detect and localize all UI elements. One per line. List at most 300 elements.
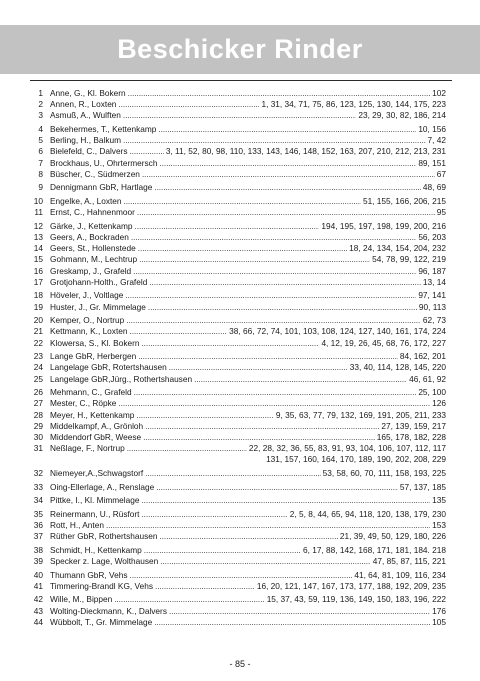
entry-content [50,531,446,542]
dot-leader [123,110,356,121]
entry-line [50,387,446,398]
entry-number: 20 [33,315,43,326]
entry-content [50,495,446,506]
exhibitor-name: Specker z. Lage, Wolthausen [50,556,159,566]
entry-content [50,606,446,617]
dot-leader [169,362,348,373]
list-item [30,196,446,207]
entry-number: 37 [33,531,43,542]
entry-content [50,387,446,398]
dot-leader [143,432,375,443]
entry-content [50,196,446,207]
entry-content [50,266,446,277]
exhibitor-name: Geers, A., Bockraden [50,232,129,242]
dot-leader [118,398,430,409]
list-item [30,509,446,520]
entry-line [50,606,446,617]
catalog-numbers: 13, 14 [422,276,446,287]
exhibitor-name: Thumann GbR, Vehs [50,569,128,580]
entry-content [50,243,446,254]
dot-leader [129,146,163,157]
dot-leader [149,277,421,288]
exhibitor-name: Reinermann, U., Rüsfort [50,508,140,519]
entry-line [50,495,446,506]
dot-leader [155,581,255,592]
entry-content [50,99,446,110]
entry-number: 33 [33,481,43,492]
entry-number: 17 [33,276,43,287]
list-item [30,135,446,146]
exhibitor-name: Wolting-Dieckmann, K., Dalvers [50,605,167,616]
catalog-numbers: 84, 162, 201 [399,351,446,362]
entry-line [50,594,446,605]
catalog-numbers: 15, 37, 43, 59, 119, 136, 149, 150, 183, 196, 222 [266,594,446,605]
catalog-numbers: 90, 113 [418,301,446,312]
entry-number: 4 [38,124,43,134]
list-item [30,594,446,605]
entry-content [50,110,446,121]
entry-line [50,290,446,301]
list-item [30,169,446,180]
exhibitor-name: Wübbolt, T., Gr. Mimmelage [50,616,153,627]
entry-content [50,545,446,556]
entry-line [50,531,446,542]
catalog-numbers: 48, 69 [422,182,446,193]
list-item [30,421,446,432]
exhibitor-name: Kettmann, K., Loxten [50,326,128,337]
catalog-numbers: 10, 156 [418,124,446,134]
entry-line [50,254,446,265]
dot-leader [159,531,337,542]
list-item [30,232,446,243]
exhibitor-name: Greskamp, J., Grafeld [50,265,132,276]
entry-number: 42 [33,594,43,605]
list-item [30,482,446,493]
entry-line [50,570,446,581]
exhibitor-name: Grotjohann-Holth., Grafeld [50,276,148,287]
exhibitor-name: Asmuß, A., Wulften [50,110,121,121]
entry-content [50,581,446,592]
exhibitor-name: Gärke, J., Kettenkamp [50,220,133,231]
list-item [30,158,446,169]
entry-content [50,421,446,432]
exhibitor-name: Anne, G., Kl. Bokern [50,88,126,98]
dot-leader [139,254,370,265]
list-item [30,351,446,362]
dot-leader [145,421,379,432]
exhibitor-name: Geers, St., Hollenstede [50,243,136,254]
exhibitor-name: Büscher, C., Südmerzen [50,168,140,179]
entry-line [50,182,446,193]
catalog-numbers: 57, 137, 185 [399,481,446,492]
exhibitor-name: Neßlage, F., Nortrup [50,443,125,454]
list-item [30,374,446,385]
entry-number: 13 [33,232,43,242]
entry-number: 43 [33,605,43,616]
catalog-numbers: 25, 100 [418,387,446,398]
entry-line [50,617,446,628]
entry-number: 9 [38,182,43,193]
entry-content [50,594,446,605]
entry-number: 8 [38,168,43,179]
entry-content [50,556,446,567]
entry-number: 44 [33,616,43,627]
catalog-numbers: 105 [432,616,446,627]
entry-number: 7 [38,157,43,168]
page-title: Beschicker Rinder [117,34,363,64]
entry-line [50,509,446,520]
catalog-numbers: 97, 141 [418,290,446,301]
catalog-numbers: 27, 139, 159, 217 [381,420,446,431]
entry-line [50,581,446,592]
catalog-numbers: 126 [432,398,446,409]
entry-content [50,207,446,218]
entry-content [50,221,446,232]
exhibitor-name: Oing-Ellerlage, A., Renslage [50,481,155,492]
exhibitor-name: Huster, J., Gr. Mimmelage [50,301,146,312]
entry-content [50,88,446,99]
dot-leader [159,158,416,169]
list-item [30,182,446,193]
exhibitor-name: Brockhaus, U., Ohrtermersch [50,157,158,168]
list-item [30,531,446,542]
entry-content [50,374,446,385]
catalog-numbers: 67 [436,168,446,179]
catalog-numbers: 7, 42 [427,135,446,146]
entry-line [50,221,446,232]
entry-content [50,146,446,157]
entry-number: 23 [33,351,43,362]
entry-number: 3 [38,110,43,121]
dot-leader [126,315,421,326]
entry-content [50,410,446,421]
entry-line [50,362,446,373]
list-item [30,290,446,301]
exhibitor-name: Dennigmann GbR, Hartlage [50,182,153,193]
exhibitor-name: Schmidt, H., Kettenkamp [50,544,142,555]
catalog-numbers: 46, 61, 92 [409,373,446,384]
entry-content [50,169,446,180]
dot-leader [118,99,259,110]
title-banner [0,25,480,74]
exhibitor-name: Annen, R., Loxten [50,99,117,110]
list-item [30,266,446,277]
dot-leader [129,570,352,581]
exhibitor-name: Klowersa, S., Kl. Bokern [50,337,140,348]
entry-number: 28 [33,409,43,420]
entry-content [50,232,446,243]
catalog-numbers: 54, 78, 99, 122, 219 [372,254,446,265]
header-divider [30,80,452,81]
exhibitor-name: Meyer, H., Kettenkamp [50,409,135,420]
exhibitor-name: Wille, M., Bippen [50,594,113,605]
catalog-numbers: 21, 39, 49, 50, 129, 180, 226 [339,531,446,542]
dot-leader [154,182,421,193]
entry-number: 31 [33,443,43,454]
exhibitor-list [30,88,446,628]
entry-number: 16 [33,265,43,276]
list-item [30,243,446,254]
entry-content [50,468,446,479]
dot-leader [123,135,426,146]
list-item [30,315,446,326]
exhibitor-name: Bekehermes, T., Kettenkamp [50,124,157,134]
entry-number: 15 [33,254,43,265]
catalog-numbers: 89, 151 [418,157,446,168]
dot-leader [141,338,319,349]
dot-leader [125,290,416,301]
entry-content [50,351,446,362]
entry-number: 29 [33,420,43,431]
list-item [30,326,446,337]
entry-content [50,509,446,520]
entry-line [50,421,446,432]
list-item [30,545,446,556]
list-item [30,468,446,479]
dot-leader [144,545,301,556]
list-item [30,302,446,313]
catalog-numbers: 6, 17, 88, 142, 168, 171, 181, 184. 218 [302,544,446,555]
dot-leader [134,387,417,398]
dot-leader [136,410,274,421]
list-item [30,88,446,99]
list-item [30,443,446,465]
list-item [30,606,446,617]
catalog-numbers: 2, 5, 8, 44, 65, 94, 118, 120, 138, 179, 230 [289,508,446,519]
entry-line [50,338,446,349]
catalog-numbers: 165, 178, 182, 228 [376,432,446,443]
catalog-numbers: 102 [432,88,446,98]
entry-content [50,570,446,581]
catalog-numbers: 41, 64, 81, 109, 116, 234 [354,569,446,580]
list-item [30,398,446,409]
entry-number: 11 [34,207,43,218]
catalog-numbers: 22, 28, 32, 36, 55, 83, 91, 93, 104, 106, 107, 112, 117 [248,443,446,454]
entry-line [50,158,446,169]
entry-line [50,374,446,385]
entry-line [50,169,446,180]
catalog-numbers: 4, 12, 19, 26, 45, 68, 76, 172, 227 [321,337,446,348]
entry-line [50,520,446,531]
dot-leader [154,617,430,628]
list-item [30,124,446,135]
dot-leader [160,556,371,567]
entry-content [50,362,446,373]
entry-line [50,351,446,362]
exhibitor-name: Rüther GbR, Rothertshausen [50,531,158,542]
exhibitor-name: Niemeyer,A.,Schwagstorf [50,468,144,479]
entry-line [50,326,446,337]
exhibitor-name: Engelke, A., Loxten [50,196,122,206]
entry-number: 18 [33,290,43,301]
entry-number: 12 [33,220,43,231]
catalog-numbers: 51, 155, 166, 206, 215 [362,196,446,206]
entry-content [50,254,446,265]
dot-leader [145,468,321,479]
list-item [30,207,446,218]
list-item [30,556,446,567]
exhibitor-name: Bielefeld, C., Dalvers [50,146,128,157]
exhibitor-name: Middendorf GbR, Weese [50,432,142,443]
catalog-numbers: 38, 66, 72, 74, 101, 103, 108, 124, 127, 140, 161, 174, 224 [229,326,446,337]
entry-number: 35 [33,508,43,519]
entry-number: 34 [33,495,43,506]
entry-content [50,617,446,628]
catalog-numbers: 96, 187 [418,265,446,276]
catalog-numbers: 1, 31, 34, 71, 75, 86, 123, 125, 130, 144, 175, 223 [261,99,446,110]
entry-line [50,207,446,218]
list-item [30,520,446,531]
entry-number: 30 [33,432,43,443]
exhibitor-name: Berling, H., Balkum [50,135,122,146]
catalog-numbers: 3, 11, 52, 80, 98, 110, 133, 143, 146, 148, 152, 163, 207, 210, 212, 213, 231 [165,146,446,157]
entry-number: 41 [33,580,43,591]
entry-number: 21 [33,326,43,337]
entry-number: 2 [38,99,43,110]
entry-line [50,124,446,135]
entry-line [50,443,446,454]
exhibitor-name: Gohmann, M., Lechtrup [50,254,138,265]
catalog-numbers: 9, 35, 63, 77, 79, 132, 169, 191, 205, 211, 233 [275,409,446,420]
exhibitor-name: Pittke, I., Kl. Mimmelage [50,495,140,506]
exhibitor-name: Mester, C., Röpke [50,398,117,409]
dot-leader [114,594,264,605]
entry-content [50,443,446,465]
entry-number: 26 [33,387,43,398]
catalog-numbers: 18, 24, 134, 154, 204, 232 [349,243,446,254]
entry-content [50,124,446,135]
exhibitor-name: Langelage GbR, Rotertshausen [50,362,167,373]
dot-leader [142,169,435,180]
entry-number: 22 [33,337,43,348]
entry-content [50,520,446,531]
entry-number: 25 [33,373,43,384]
entry-number: 39 [33,556,43,566]
exhibitor-name: Lange GbR, Herbergen [50,351,137,362]
list-item [30,581,446,592]
list-item [30,410,446,421]
list-item [30,99,446,110]
list-item [30,387,446,398]
entry-line [50,482,446,493]
list-item [30,617,446,628]
entry-line [50,410,446,421]
entry-line [50,545,446,556]
catalog-numbers: 56, 203 [418,232,446,242]
dot-leader [138,243,347,254]
dot-leader [128,88,431,99]
dot-leader [129,326,227,337]
dot-leader [106,520,430,531]
list-item [30,362,446,373]
entry-content [50,315,446,326]
dot-leader [148,302,417,313]
entry-line [50,196,446,207]
entry-content [50,398,446,409]
entry-line [50,146,446,157]
entry-line [50,556,446,567]
exhibitor-name: Timmering-Brandl KG, Vehs [50,580,153,591]
entry-line [50,315,446,326]
dot-leader [131,232,416,243]
entry-content [50,338,446,349]
entry-line [50,99,446,110]
exhibitor-name: Rott, H., Anten [50,520,104,530]
catalog-numbers: 194, 195, 197, 198, 199, 200, 216 [321,220,446,231]
list-item [30,110,446,121]
entry-number: 5 [38,135,43,146]
entry-line [50,135,446,146]
catalog-numbers: 95 [436,207,446,218]
catalog-numbers: 53, 58, 60, 70, 111, 158, 193, 225 [322,468,446,479]
exhibitor-name: Ernst, C., Hahnenmoor [50,207,135,218]
dot-leader [194,374,407,385]
entry-number: 27 [33,398,43,409]
catalog-numbers: 16, 20, 121, 147, 167, 173, 177, 188, 192, 209, 235 [256,580,446,591]
entry-number: 6 [38,146,43,157]
list-item [30,338,446,349]
entry-number: 1 [38,88,43,98]
entry-line [50,277,446,288]
entry-line [50,243,446,254]
entry-number: 36 [33,520,43,530]
dot-leader [133,266,416,277]
entry-line [50,110,446,121]
dot-leader [138,351,398,362]
list-item [30,432,446,443]
exhibitor-name: Mehmann, C., Grafeld [50,387,132,398]
entry-number: 32 [33,468,43,479]
entry-number: 19 [33,301,43,312]
entry-number: 14 [33,243,43,254]
entry-line [50,398,446,409]
catalog-numbers: 33, 40, 114, 128, 145, 220 [349,362,446,373]
entry-line [50,468,446,479]
catalog-numbers: 47, 85, 87, 115, 221 [372,556,446,566]
dot-leader [158,124,416,135]
dot-leader [141,509,287,520]
entry-content [50,135,446,146]
entry-number: 40 [33,569,43,580]
entry-content [50,277,446,288]
catalog-numbers-continued: 131, 157, 160, 164, 170, 189, 190, 202, 208, 229 [266,454,446,465]
entry-number: 24 [33,362,43,373]
entry-line [50,302,446,313]
entry-content [50,432,446,443]
list-item [30,570,446,581]
dot-leader [156,482,398,493]
exhibitor-name: Höveler, J., Voltlage [50,290,124,301]
entry-content [50,326,446,337]
exhibitor-name: Middelkampf, A., Grönloh [50,420,144,431]
dot-leader [127,443,247,454]
dot-leader [141,495,430,506]
list-item [30,221,446,232]
catalog-numbers: 176 [432,605,446,616]
entry-line [50,232,446,243]
entry-line [50,266,446,277]
catalog-numbers: 135 [432,495,446,506]
catalog-numbers: 62, 73 [422,315,446,326]
entry-content [50,182,446,193]
list-item [30,254,446,265]
dot-leader [135,221,320,232]
list-item [30,495,446,506]
page-number: - 85 - [229,659,251,669]
catalog-numbers: 23, 29, 30, 82, 186, 214 [358,110,446,121]
entry-number: 10 [33,196,43,206]
catalog-numbers: 153 [432,520,446,530]
